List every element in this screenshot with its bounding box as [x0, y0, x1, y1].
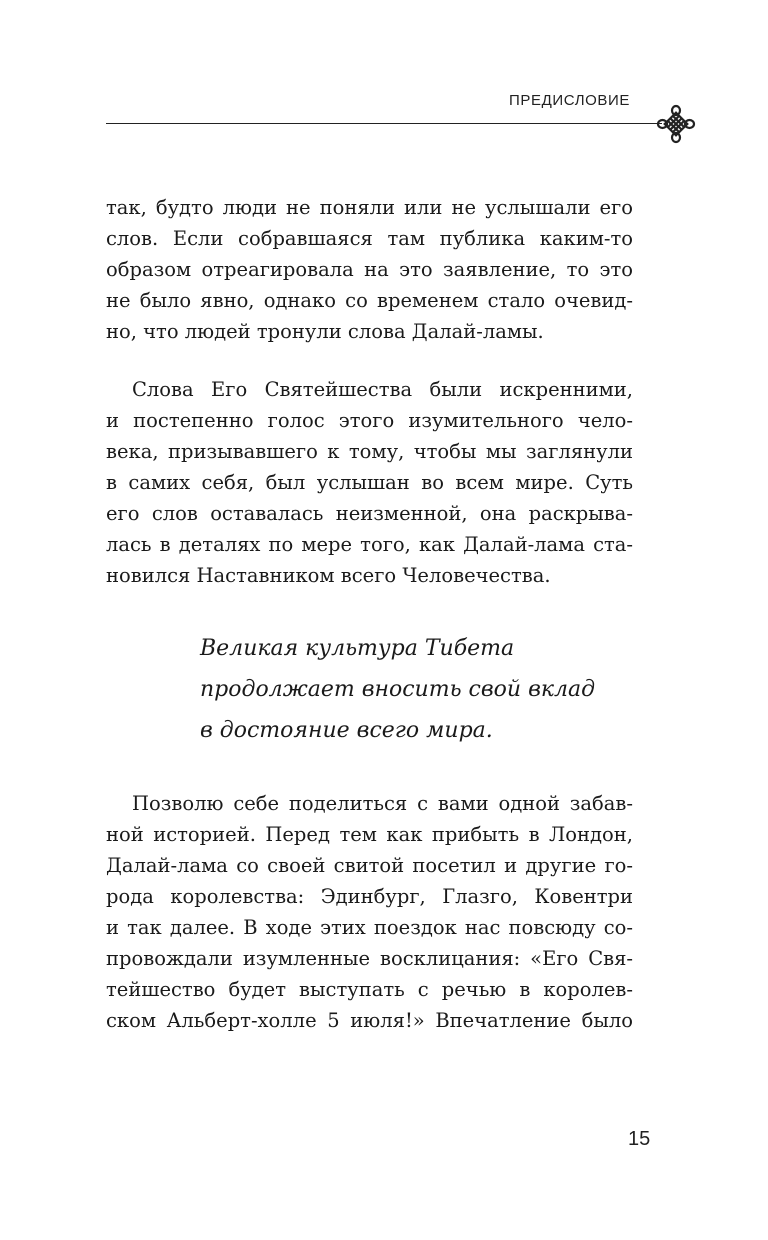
- text-line: Далай-лама со своей свитой посетил и другие го-: [106, 854, 633, 877]
- running-title: ПРЕДИСЛОВИЕ: [509, 92, 630, 109]
- text-line: но, что людей тронули слова Далай-ламы.: [106, 320, 544, 343]
- text-line: слов. Если собравшаяся там публика каким-то: [106, 227, 633, 250]
- header-rule: [106, 123, 662, 124]
- text-line: Позволю себе поделиться с вами одной забав-: [132, 792, 633, 815]
- text-line: тейшество будет выступать с речью в королев-: [106, 978, 633, 1001]
- text-line: рода королевства: Эдинбург, Глазго, Ковентри: [106, 885, 633, 908]
- paragraph-1: [106, 192, 633, 347]
- text-line: лась в деталях по мере того, как Далай-лама ста-: [106, 533, 633, 556]
- pull-quote: [200, 628, 640, 751]
- text-line: образом отреагировала на это заявление, то это: [106, 258, 633, 281]
- text-line: провождали изумленные восклицания: «Его Свя-: [106, 947, 633, 970]
- text-line: его слов оставалась неизменной, она раскрыва-: [106, 502, 633, 525]
- text-line: в самих себя, был услышан во всем мире. Суть: [106, 471, 633, 494]
- paragraph-2: [106, 374, 633, 591]
- page-number: 15: [628, 1128, 651, 1150]
- text-line: ной историей. Перед тем как прибыть в Лондон,: [106, 823, 633, 846]
- text-line: не было явно, однако со временем стало очевид-: [106, 289, 633, 312]
- text-line: и так далее. В ходе этих поездок нас повсюду со-: [106, 916, 633, 939]
- quote-line: продолжает вносить свой вклад: [200, 677, 596, 702]
- paragraph-3: [106, 788, 633, 1036]
- text-line: Слова Его Святейшества были искренними,: [132, 378, 633, 401]
- text-line: ском Альберт-холле 5 июля!» Впечатление было: [106, 1009, 633, 1032]
- quote-line: Великая культура Тибета: [200, 636, 515, 661]
- text-line: и постепенно голос этого изумительного чело-: [106, 409, 633, 432]
- text-line: новился Наставником всего Человечества.: [106, 564, 551, 587]
- quote-line: в достояние всего мира.: [200, 718, 493, 743]
- endless-knot-icon: [656, 104, 696, 144]
- text-line: века, призывавшего к тому, чтобы мы заглянули: [106, 440, 633, 463]
- text-line: так, будто люди не поняли или не услышали его: [106, 196, 633, 219]
